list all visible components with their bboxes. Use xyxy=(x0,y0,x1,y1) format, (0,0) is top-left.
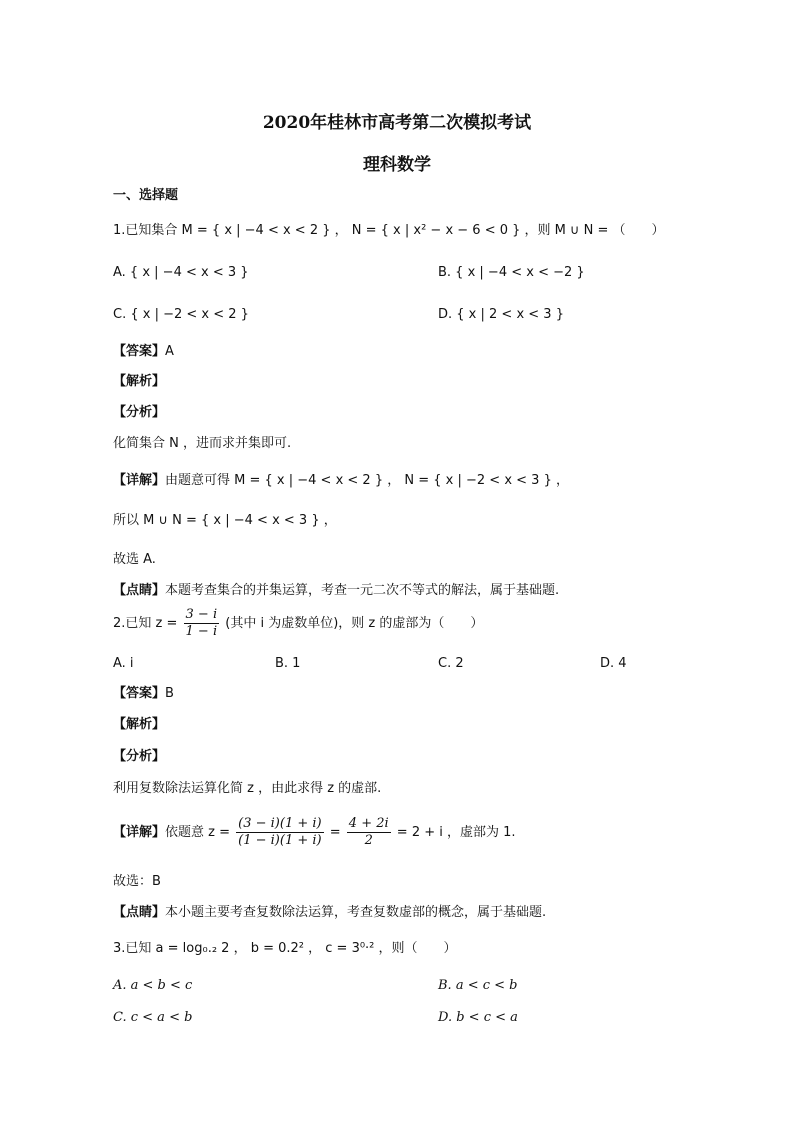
comment-tag: 【点睛】 xyxy=(113,583,166,598)
q2-detail-frac-2 xyxy=(347,816,391,849)
q1-choose: 故选 A. xyxy=(113,552,156,567)
q2-fenxi-text: 利用复数除法运算化简 z ，由此求得 z 的虚部. xyxy=(113,781,382,796)
q3-stem: 3.已知 a = log₀.₂ 2 ， b = 0.2² ， c = 3⁰·² ，则（ ） xyxy=(113,941,457,956)
q2-jiexi-tag: 【解析】 xyxy=(113,717,166,732)
page-subtitle: 理科数学 xyxy=(363,155,431,175)
q2-detail-frac-1 xyxy=(236,816,323,849)
q2-detail-eq: = xyxy=(329,825,341,840)
page-title: 2020年桂林市高考第二次模拟考试 xyxy=(262,113,532,133)
q1-answer: A xyxy=(165,344,174,359)
q2-detail-num-1: (3 − i)(1 + i) xyxy=(238,816,322,831)
q3-option-d: D. b < c < a xyxy=(438,1010,518,1025)
q2-choose: 故选：B xyxy=(113,874,161,889)
q1-fenxi-text: 化简集合 N ，进而求并集即可. xyxy=(113,436,292,451)
detail-tag: 【详解】 xyxy=(113,473,166,488)
q2-fenxi-tag: 【分析】 xyxy=(113,749,166,764)
q2-detail-line xyxy=(113,813,516,853)
q1-comment-line xyxy=(113,582,559,600)
q2-detail-den-1: (1 − i)(1 + i) xyxy=(238,833,322,848)
answer-tag: 【答案】 xyxy=(113,344,166,359)
q2-comment-line xyxy=(113,904,546,922)
q1-answer-line xyxy=(113,343,174,361)
q1-detail-2: 所以 M ∪ N = { x | −4 < x < 3 } ， xyxy=(113,513,337,528)
q2-answer-line xyxy=(113,685,174,703)
q3-option-c: C. c < a < b xyxy=(113,1010,193,1025)
q1-stem: 1.已知集合 M = { x | −4 < x < 2 } ， N = { x | x² − x − 6 < 0 } ，则 M ∪ N = （ ） xyxy=(113,223,665,238)
q2-frac-den: 1 − i xyxy=(185,624,218,639)
q2-option-d: D. 4 xyxy=(600,656,627,671)
q2-fraction xyxy=(184,607,220,640)
comment-tag: 【点睛】 xyxy=(113,905,166,920)
q2-comment: 本小题主要考查复数除法运算，考查复数虚部的概念，属于基础题. xyxy=(165,905,547,920)
q2-answer: B xyxy=(165,686,174,701)
q2-prefix: 2.已知 z = xyxy=(113,616,178,631)
detail-tag: 【详解】 xyxy=(113,825,166,840)
q1-jiexi-tag: 【解析】 xyxy=(113,374,166,389)
q1-detail-line xyxy=(113,472,569,490)
q2-detail-den-2: 2 xyxy=(364,833,373,848)
q1-option-b: B. { x | −4 < x < −2 } xyxy=(438,265,585,280)
q3-option-a: A. a < b < c xyxy=(113,978,193,993)
q2-frac-num: 3 − i xyxy=(185,607,218,622)
q1-fenxi-tag: 【分析】 xyxy=(113,405,166,420)
q1-option-c: C. { x | −2 < x < 2 } xyxy=(113,307,249,322)
q2-option-a: A. i xyxy=(113,656,134,671)
q1-comment: 本题考查集合的并集运算，考查一元二次不等式的解法，属于基础题. xyxy=(165,583,560,598)
answer-tag: 【答案】 xyxy=(113,686,166,701)
q2-detail-suffix: = 2 + i ，虚部为 1. xyxy=(396,825,516,840)
q2-suffix: (其中 i 为虚数单位)，则 z 的虚部为（ ） xyxy=(225,616,484,631)
section-heading: 一、选择题 xyxy=(113,188,179,203)
q1-option-d: D. { x | 2 < x < 3 } xyxy=(438,307,564,322)
q3-option-b: B. a < c < b xyxy=(438,978,518,993)
q2-detail-num-2: 4 + 2i xyxy=(348,816,389,831)
q2-detail-prefix: 依题意 z = xyxy=(165,825,230,840)
q1-detail: 由题意可得 M = { x | −4 < x < 2 } ， N = { x | −2 < x < 3 } ， xyxy=(165,473,569,488)
q2-stem xyxy=(113,607,483,641)
q2-option-c: C. 2 xyxy=(438,656,464,671)
q1-option-a: A. { x | −4 < x < 3 } xyxy=(113,265,249,280)
q2-option-b: B. 1 xyxy=(275,656,301,671)
